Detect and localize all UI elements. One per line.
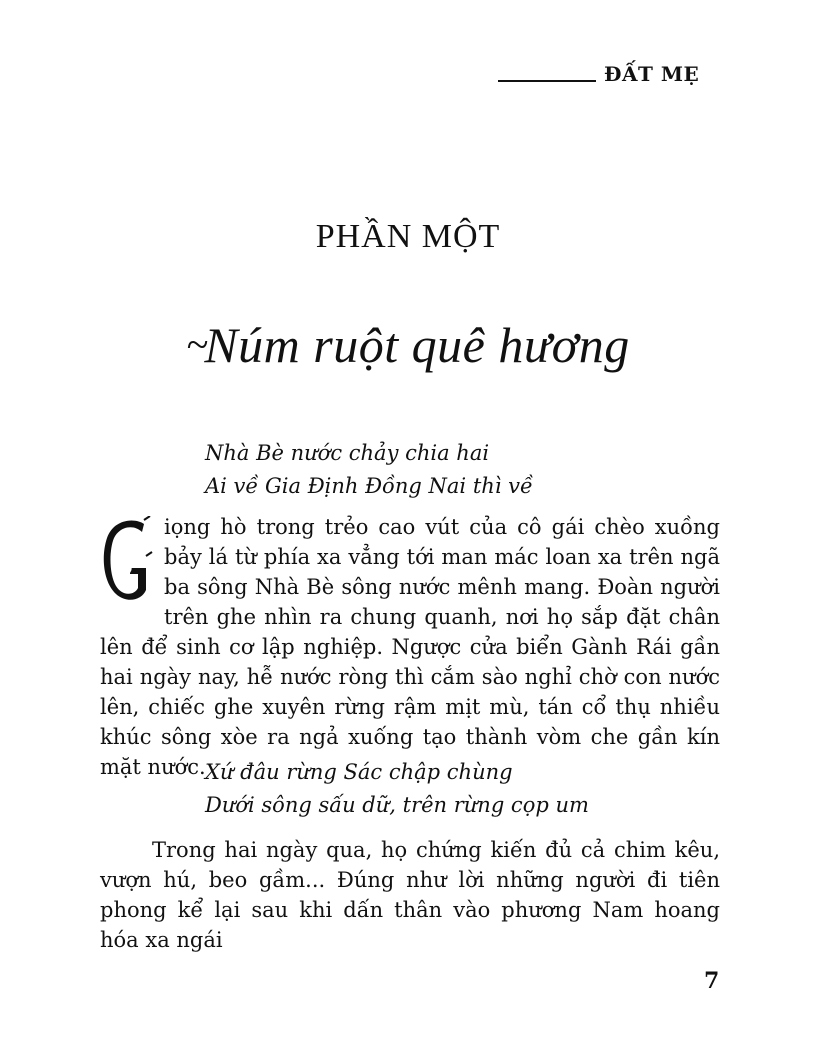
verse-epigraph-1	[205, 437, 533, 503]
running-title: ĐẤT MẸ	[604, 62, 700, 86]
header-rule	[498, 80, 596, 82]
part-title: PHẦN MỘT	[315, 218, 501, 255]
drop-cap-g-icon	[100, 516, 154, 604]
verse-line: Ai về Gia Định Đồng Nai thì về	[205, 474, 533, 498]
paragraph-2-text: Trong hai ngày qua, họ chứng kiến đủ cả chim kêu, vượn hú, beo gầm... Đúng như lời những người đi tiên phong kể lại sau khi dấn thân vào phương Nam hoang hóa xa ngái	[100, 838, 720, 952]
chapter-title	[0, 316, 816, 374]
paragraph-2	[100, 835, 720, 955]
paragraph-1-text: iọng hò trong trẻo cao vút của cô gái chèo xuồng bảy lá từ phía xa vẳng tới man mác loan xa trên ngã ba sông Nhà Bè sông nước mênh mang. Đoàn người trên ghe nhìn ra chung quanh, nơi họ sắp đặt chân lên để sinh cơ lập nghiệp. Ngược cửa biển Gành Rái gần hai ngày nay, hễ nước ròng thì cắm sào nghỉ chờ con nước lên, chiếc ghe xuyên rừng rậm mịt mù, tán cổ thụ nhiều khúc sông xòe ra ngả xuống tạo thành vòm che gần kín mặt nước.	[100, 515, 720, 779]
paragraph-1	[100, 512, 720, 782]
page-number: 7	[704, 968, 720, 994]
running-header	[498, 60, 718, 86]
chapter-title-text: Núm ruột quê hương	[204, 317, 630, 373]
verse-line: Xứ đâu rừng Sác chập chùng	[205, 760, 513, 784]
verse-epigraph-2	[205, 756, 589, 822]
verse-line: Nhà Bè nước chảy chia hai	[205, 441, 490, 465]
verse-line: Dưới sông sấu dữ, trên rừng cọp um	[205, 793, 589, 817]
drop-cap	[100, 516, 154, 604]
swash-ornament-icon: ~	[186, 322, 209, 367]
